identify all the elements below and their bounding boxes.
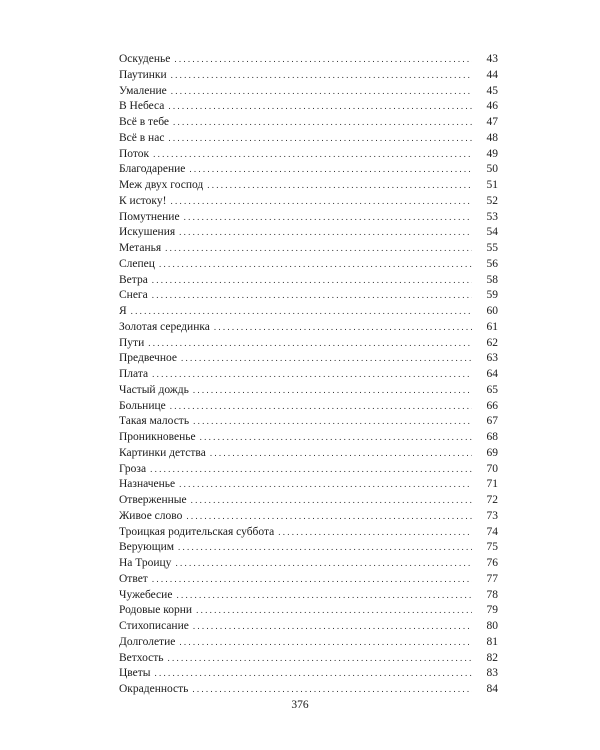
dot-leader	[278, 525, 472, 541]
toc-entry-page: 65	[486, 383, 498, 396]
toc-entry-title: Всё в тебе	[119, 116, 169, 128]
dot-leader	[192, 682, 472, 698]
dot-leader	[178, 540, 472, 556]
toc-entry-page: 84	[486, 683, 498, 695]
toc-entry-page: 62	[486, 336, 498, 349]
dot-leader	[179, 225, 472, 241]
toc-entry-page: 51	[486, 179, 498, 191]
toc-entry-page: 75	[486, 541, 498, 554]
toc-entry-page: 66	[486, 399, 498, 412]
dot-leader	[176, 588, 472, 604]
toc-entry	[119, 178, 498, 194]
toc-entry	[119, 273, 498, 289]
toc-entry-page: 50	[486, 163, 498, 176]
dot-leader	[193, 383, 472, 399]
toc-entry-title: Гроза	[119, 462, 147, 475]
toc-entry-title: Благодарение	[119, 163, 186, 176]
toc-entry-title: Родовые корни	[119, 604, 193, 617]
toc-entry-page: 55	[486, 242, 498, 254]
dot-leader	[191, 493, 472, 509]
toc-entry-page: 59	[486, 289, 498, 302]
toc-entry	[119, 666, 498, 682]
toc-entry	[119, 320, 498, 336]
toc-entry	[119, 84, 498, 100]
toc-entry-title: Снега	[119, 289, 148, 302]
dot-leader	[155, 666, 472, 682]
toc-entry-title: Окраденность	[119, 683, 189, 695]
toc-entry-page: 70	[486, 462, 498, 475]
toc-entry	[119, 635, 498, 651]
toc-entry	[119, 351, 498, 367]
toc-entry-title: Умаление	[119, 84, 167, 97]
toc-entry-page: 79	[486, 604, 498, 617]
dot-leader	[152, 572, 472, 588]
toc-entry	[119, 52, 498, 68]
dot-leader	[210, 446, 472, 462]
dot-leader	[196, 603, 472, 619]
toc-entry-page: 48	[486, 131, 498, 144]
toc-entry-title: Оскуденье	[119, 53, 171, 65]
toc-entry	[119, 588, 498, 604]
toc-entry	[119, 619, 498, 635]
toc-entry-page: 52	[486, 194, 498, 207]
toc-entry-page: 78	[486, 588, 498, 601]
toc-entry-page: 47	[486, 116, 498, 128]
dot-leader	[179, 635, 472, 651]
toc-entry	[119, 131, 498, 147]
toc-entry-page: 73	[486, 509, 498, 522]
dot-leader	[152, 273, 472, 289]
toc-entry-title: Меж двух господ	[119, 179, 204, 191]
toc-entry-page: 63	[486, 352, 498, 365]
toc-entry	[119, 414, 498, 430]
toc-entry	[119, 509, 498, 525]
toc-entry	[119, 194, 498, 210]
toc-entry-title: Долголетие	[119, 635, 176, 648]
toc-entry-title: Паутинки	[119, 68, 167, 81]
toc-entry-page: 80	[486, 620, 498, 632]
toc-entry	[119, 225, 498, 241]
toc-entry-title: Троицкая родительская суббота	[119, 525, 275, 538]
dot-leader	[152, 288, 472, 304]
toc-entry-page: 61	[486, 320, 498, 333]
toc-entry-page: 64	[486, 368, 498, 380]
toc-entry-title: Живое слово	[119, 509, 183, 522]
toc-entry-title: Пути	[119, 336, 145, 349]
toc-entry-title: Я	[119, 305, 127, 317]
dot-leader	[153, 147, 472, 163]
toc-entry-title: Ветра	[119, 273, 148, 286]
toc-entry	[119, 162, 498, 178]
dot-leader	[200, 430, 472, 446]
toc-entry-title: В Небеса	[119, 100, 165, 113]
toc-entry	[119, 540, 498, 556]
toc-entry-page: 68	[486, 431, 498, 443]
toc-entry-page: 82	[486, 651, 498, 664]
dot-leader	[175, 556, 472, 572]
dot-leader	[171, 84, 472, 100]
toc-entry-title: Золотая серединка	[119, 320, 210, 333]
toc-entry	[119, 682, 498, 698]
toc-entry	[119, 462, 498, 478]
toc-entry	[119, 477, 498, 493]
toc-entry-title: Такая малость	[119, 415, 190, 428]
toc-entry-page: 83	[486, 667, 498, 680]
toc-entry	[119, 288, 498, 304]
dot-leader	[186, 509, 472, 525]
toc-entry-page: 69	[486, 446, 498, 459]
toc-entry-page: 72	[486, 494, 498, 506]
dot-leader	[168, 99, 472, 115]
toc-entry-title: Верующим	[119, 541, 175, 554]
toc-entry-page: 53	[486, 210, 498, 223]
toc-entry-page: 45	[486, 84, 498, 97]
toc-entry	[119, 210, 498, 226]
toc-entry-title: Помутнение	[119, 210, 180, 223]
toc-entry-title: Слепец	[119, 257, 155, 270]
toc-entry	[119, 336, 498, 352]
toc-entry-title: Отверженные	[119, 494, 187, 506]
toc-entry-page: 54	[486, 226, 498, 239]
toc-entry-page: 81	[486, 635, 498, 648]
toc-entry	[119, 493, 498, 509]
toc-entry	[119, 556, 498, 572]
table-of-contents	[119, 52, 498, 698]
toc-entry	[119, 399, 498, 415]
toc-entry-title: Проникновенье	[119, 431, 196, 443]
toc-entry-title: Поток	[119, 147, 150, 160]
dot-leader	[170, 399, 472, 415]
toc-entry-page: 71	[486, 478, 498, 491]
toc-entry-title: Плата	[119, 368, 149, 380]
dot-leader	[150, 462, 472, 478]
toc-entry	[119, 99, 498, 115]
toc-entry-title: Ветхость	[119, 651, 164, 664]
dot-leader	[207, 178, 472, 194]
toc-entry	[119, 257, 498, 273]
toc-entry	[119, 241, 498, 257]
toc-entry-title: К истоку!	[119, 194, 167, 207]
toc-entry	[119, 651, 498, 667]
dot-leader	[174, 52, 472, 68]
dot-leader	[189, 162, 472, 178]
toc-entry-page: 43	[486, 53, 498, 65]
dot-leader	[173, 115, 472, 131]
toc-entry-page: 58	[486, 273, 498, 286]
toc-entry-page: 74	[486, 525, 498, 538]
toc-entry-title: Картинки детства	[119, 446, 206, 459]
toc-entry-title: Частый дождь	[119, 383, 189, 396]
toc-entry	[119, 603, 498, 619]
toc-entry	[119, 446, 498, 462]
toc-entry-page: 56	[486, 257, 498, 270]
toc-entry	[119, 383, 498, 399]
toc-entry-title: Метанья	[119, 242, 162, 254]
toc-entry-page: 67	[486, 415, 498, 428]
toc-entry	[119, 367, 498, 383]
dot-leader	[165, 241, 472, 257]
dot-leader	[181, 351, 472, 367]
dot-leader	[170, 194, 472, 210]
toc-entry-title: Назначенье	[119, 478, 176, 491]
toc-entry-page: 49	[486, 147, 498, 160]
toc-entry-title: Искушения	[119, 226, 176, 239]
toc-entry-title: Больнице	[119, 399, 166, 412]
page-number: 376	[291, 699, 309, 711]
toc-entry	[119, 430, 498, 446]
toc-entry-page: 46	[486, 100, 498, 113]
toc-entry-page: 77	[486, 572, 498, 585]
dot-leader	[168, 131, 472, 147]
toc-entry-page: 76	[486, 557, 498, 569]
toc-entry	[119, 115, 498, 131]
dot-leader	[214, 320, 472, 336]
dot-leader	[159, 257, 472, 273]
toc-entry-title: Ответ	[119, 572, 148, 585]
toc-entry-page: 44	[486, 68, 498, 81]
toc-entry	[119, 68, 498, 84]
dot-leader	[148, 336, 472, 352]
toc-entry-title: Предвечное	[119, 352, 177, 365]
dot-leader	[193, 414, 472, 430]
dot-leader	[152, 367, 472, 383]
dot-leader	[168, 651, 472, 667]
toc-entry-page: 60	[486, 305, 498, 317]
toc-entry	[119, 147, 498, 163]
toc-entry-title: Чужебесие	[119, 588, 173, 601]
toc-entry-title: Цветы	[119, 667, 151, 680]
toc-entry	[119, 304, 498, 320]
toc-entry	[119, 572, 498, 588]
dot-leader	[171, 68, 472, 84]
toc-entry-title: На Троицу	[119, 557, 172, 569]
dot-leader	[184, 210, 472, 226]
toc-entry-title: Всё в нас	[119, 131, 165, 144]
toc-entry	[119, 525, 498, 541]
dot-leader	[131, 304, 472, 320]
toc-entry-title: Стихописание	[119, 620, 189, 632]
dot-leader	[193, 619, 472, 635]
dot-leader	[179, 477, 472, 493]
